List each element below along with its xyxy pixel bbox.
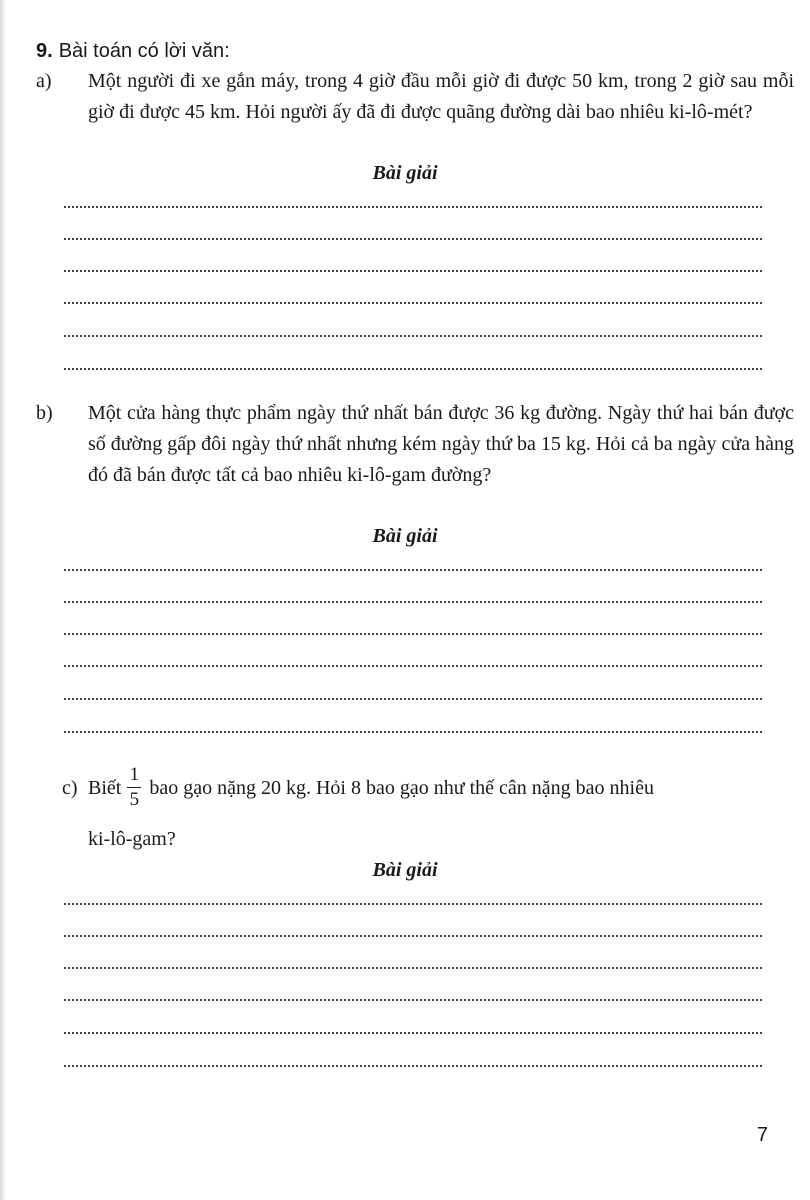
answer-line[interactable] <box>64 238 762 240</box>
answer-line[interactable] <box>64 569 762 571</box>
answer-line[interactable] <box>64 368 762 370</box>
fraction <box>127 764 141 811</box>
problem-c-line2: ki-lô-gam? <box>88 828 176 850</box>
answer-line[interactable] <box>64 270 762 272</box>
exercise-title: Bài toán có lời văn: <box>58 40 230 62</box>
problem-a-tag: a) <box>36 70 52 92</box>
answer-line[interactable] <box>64 903 762 905</box>
problem-a <box>36 66 794 128</box>
problem-b-text: Một cửa hàng thực phẩm ngày thứ nhất bán được 36 kg đường. Ngày thứ hai bán được số đường gấp đôi ngày thứ nhất nhưng kém ngày thứ ba 15 kg. Hỏi cả ba ngày cửa hàng đó đã bán được tất cả bao nhiêu ki-lô-gam đường? <box>88 402 794 486</box>
exercise-heading <box>36 38 230 64</box>
page-number: 7 <box>756 1124 768 1146</box>
answer-line[interactable] <box>64 935 762 937</box>
solution-title-b: Bài giải <box>372 525 438 547</box>
problem-c-tag: c) <box>62 777 78 800</box>
answer-line[interactable] <box>64 665 762 667</box>
answer-line[interactable] <box>64 698 762 700</box>
problem-b <box>36 398 794 491</box>
answer-line[interactable] <box>64 999 762 1001</box>
answer-line[interactable] <box>64 335 762 337</box>
problem-a-text: Một người đi xe gắn máy, trong 4 giờ đầu mỗi giờ đi được 50 km, trong 2 giờ sau mỗi giờ đi được 45 km. Hỏi người ấy đã đi được quãng đường dài bao nhiêu ki-lô-mét? <box>88 70 794 123</box>
answer-line[interactable] <box>64 1032 762 1034</box>
fraction-numerator: 1 <box>129 764 140 785</box>
problem-c <box>62 766 768 813</box>
answer-line[interactable] <box>64 302 762 304</box>
answer-line[interactable] <box>64 206 762 208</box>
solution-title-a: Bài giải <box>372 162 438 184</box>
answer-line[interactable] <box>64 633 762 635</box>
solution-title-c: Bài giải <box>372 859 438 881</box>
problem-c-text-after: bao gạo nặng 20 kg. Hỏi 8 bao gạo như thế cân nặng bao nhiêu <box>149 777 654 800</box>
answer-line[interactable] <box>64 601 762 603</box>
problem-c-text-before: Biết <box>88 777 122 800</box>
exercise-number: 9. <box>36 40 53 62</box>
answer-line[interactable] <box>64 967 762 969</box>
answer-line[interactable] <box>64 731 762 733</box>
fraction-bar <box>127 787 141 788</box>
answer-line[interactable] <box>64 1065 762 1067</box>
fraction-denominator: 5 <box>129 789 140 810</box>
problem-b-tag: b) <box>36 402 53 424</box>
